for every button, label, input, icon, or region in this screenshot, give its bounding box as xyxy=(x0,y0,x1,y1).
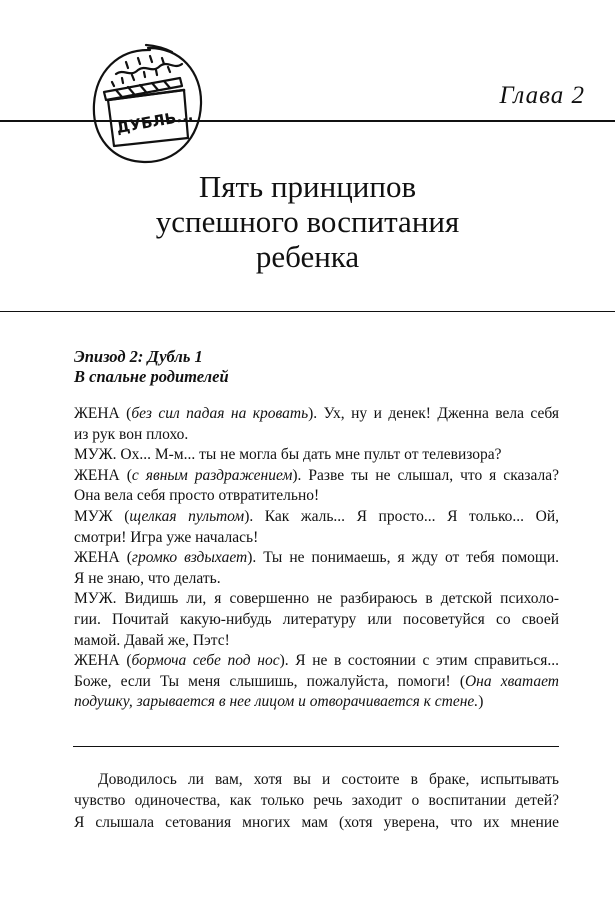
dialogue-line xyxy=(74,425,559,446)
dialogue-text: ЖЕНА ( xyxy=(74,466,132,484)
dialogue-line xyxy=(74,631,559,652)
episode-heading xyxy=(74,347,229,387)
episode-subtitle: В спальне родителей xyxy=(74,367,229,386)
dialogue-block xyxy=(74,404,559,713)
dialogue-text: мамой. Давай же, Пэтс! xyxy=(74,631,230,649)
clapperboard-logo xyxy=(88,42,206,168)
dialogue-text: Я не знаю, что делать. xyxy=(74,569,221,587)
section-divider xyxy=(73,746,559,747)
title-divider xyxy=(0,311,615,312)
title-line: Пять принципов xyxy=(198,169,417,204)
dialogue-line xyxy=(74,548,559,569)
body-line: чувство одиночества, как только речь заходит о воспитании детей? xyxy=(74,792,559,810)
dialogue-text: ). Я не в состоянии с этим справиться... xyxy=(279,652,560,670)
dialogue-text: ). Ты не понимаешь, я жду от тебя помощи. xyxy=(247,549,560,567)
stage-direction: с явным раздражением xyxy=(131,466,293,484)
dialogue-line xyxy=(74,569,559,590)
dialogue-line xyxy=(74,445,559,466)
chapter-title xyxy=(0,169,615,274)
dialogue-text: ). Разве ты не слышал, что я сказала? xyxy=(292,466,559,484)
dialogue-line xyxy=(74,486,559,507)
dialogue-text: ЖЕНА ( xyxy=(74,652,132,670)
body-line: Доводилось ли вам, хотя вы и состоите в браке, испытывать xyxy=(98,771,559,788)
dialogue-line xyxy=(74,589,559,610)
dialogue-line xyxy=(74,610,559,631)
dialogue-line xyxy=(74,651,559,672)
episode-title: Эпизод 2: Дубль 1 xyxy=(74,347,203,366)
dialogue-text: ). Как жаль... Я просто... Я только... Ой, xyxy=(244,507,559,525)
dialogue-text: МУЖ. Видишь ли, я совершенно не разбираюсь в детской психоло- xyxy=(74,590,559,608)
dialogue-line xyxy=(74,528,559,549)
stage-direction: Она хватает xyxy=(464,672,559,690)
dialogue-text: смотри! Игра уже началась! xyxy=(74,528,259,546)
dialogue-line xyxy=(74,466,559,487)
stage-direction: подушку, зарывается в нее лицом и отворачивается к стене. xyxy=(74,693,479,711)
dialogue-text: из рук вон плохо. xyxy=(74,425,189,443)
dialogue-line xyxy=(74,507,559,528)
dialogue-text: МУЖ. Ох... М-м... ты не могла бы дать мне пульт от телевизора? xyxy=(74,446,502,464)
title-line: успешного воспитания xyxy=(155,204,460,239)
dialogue-text: МУЖ ( xyxy=(74,507,130,525)
stage-direction: щелкая пультом xyxy=(129,507,245,525)
chapter-label: Глава 2 xyxy=(499,82,585,109)
dialogue-text: ). Ух, ну и денек! Дженна вела себя xyxy=(308,405,560,422)
dialogue-text: ЖЕНА ( xyxy=(74,549,132,567)
dialogue-text: Она вела себя просто отвратительно! xyxy=(74,487,320,505)
dialogue-line xyxy=(74,404,559,425)
dialogue-line xyxy=(74,672,559,693)
body-paragraph xyxy=(74,769,559,833)
dialogue-text: ЖЕНА ( xyxy=(74,405,132,422)
stage-direction: громко вздыхает xyxy=(131,549,248,567)
dialogue-line xyxy=(74,692,559,713)
body-line: Я слышала сетования многих мам (хотя уверена, что их мнение xyxy=(74,813,559,831)
dialogue-text: Боже, если Ты меня слышишь, пожалуйста, помоги! ( xyxy=(74,672,465,690)
top-divider xyxy=(0,120,615,122)
dialogue-text: ) xyxy=(478,693,484,711)
svg-text:ДУБЛЬ...: ДУБЛЬ... xyxy=(115,105,195,138)
title-line: ребенка xyxy=(255,239,360,274)
stage-direction: бормоча себе под нос xyxy=(131,652,280,670)
stage-direction: без сил падая на кровать xyxy=(131,405,309,422)
dialogue-text: гии. Почитай какую-нибудь литературу или посоветуйся со своей xyxy=(74,610,559,628)
